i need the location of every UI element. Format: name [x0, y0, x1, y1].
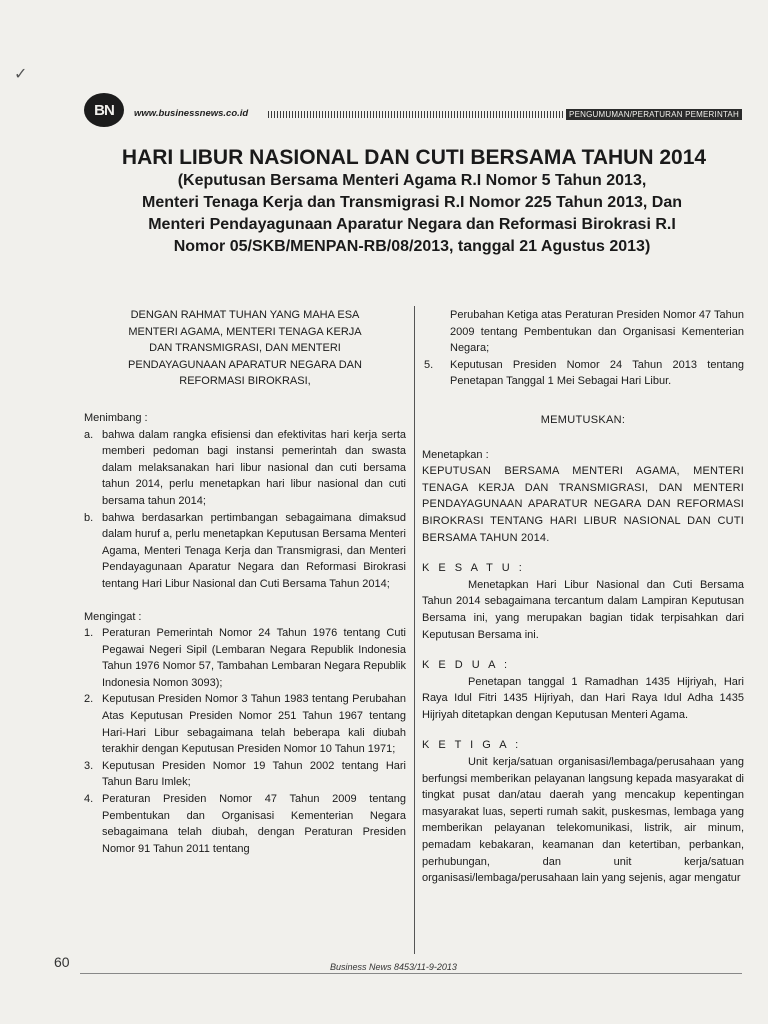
- pen-mark-icon: ✓: [14, 66, 28, 83]
- item-text: Peraturan Presiden Nomor 47 Tahun 2009 tentang Pembentukan dan Organisasi Kementerian Negara sebagaimana telah diubah, dengan Peraturan Presiden Nomor 91 Tahun 2011 tentang: [102, 793, 406, 855]
- website-url: www.businessnews.co.id: [134, 108, 249, 119]
- ketiga-text: Unit kerja/satuan organisasi/lembaga/perusahaan yang berfungsi memberikan pelayanan langsung kepada masyarakat di tingkat pusat dan/atau daerah yang mencakup kepentingan masyarakat luas, seperti rumah sakit, puskesmas, lembaga yang memberikan pelayanan telekomunikasi, listrik, air minum, pemadam kebakaran, keamanan dan ketertiban, perbankan, perhubungan, dan unit kerja/satuan organisasi/lembaga/perusahaan lain yang sejenis, agar mengatur: [422, 756, 744, 885]
- page-title: HARI LIBUR NASIONAL DAN CUTI BERSAMA TAHUN 2014: [121, 146, 707, 169]
- preamble-line: DENGAN RAHMAT TUHAN YANG MAHA ESA: [130, 309, 360, 321]
- section-label: PENGUMUMAN/PERATURAN PEMERINTAH: [566, 109, 742, 120]
- item-number: 4.: [84, 793, 94, 806]
- kesatu-text: Menetapkan Hari Libur Nasional dan Cuti Bersama Tahun 2014 sebagaimana tercantum dalam Lampiran Keputusan Bersama ini, yang merupakan bagian tidak terpisahkan dari Keputusan Bersama ini.: [422, 578, 744, 641]
- item-text: Peraturan Pemerintah Nomor 24 Tahun 1976 tentang Cuti Pegawai Negeri Sipil (Lembaran Negara Republik Indonesia Tahun 1976 Nomor 57, Tambahan Lembaran Negara Republik Indonesia Nomon 3093);: [102, 627, 406, 689]
- mengingat-label: Mengingat :: [84, 610, 142, 623]
- column-divider: [414, 306, 415, 954]
- item-text: bahwa dalam rangka efisiensi dan efektivitas hari kerja serta memberi pedoman bagi instansi pemerintah dan swasta dalam melaksanakan hari libur nasional dan cuti bersama tahun 2014, perlu menetapkan hari libur nasional dan cuti bersama tahun 2014;: [102, 428, 406, 507]
- preamble: [90, 307, 400, 390]
- left-column: [84, 307, 406, 857]
- footer-note: Business News 8453/11-9-2013: [330, 962, 457, 972]
- item-number: a.: [84, 428, 94, 441]
- page-number: 60: [54, 954, 70, 970]
- continued-item-text: Perubahan Ketiga atas Peraturan Presiden Nomor 47 Tahun 2009 tentang Pembentukan dan Organisasi Kementerian Negara;: [450, 309, 744, 355]
- menetapkan-label: Menetapkan :: [422, 448, 489, 461]
- memutuskan-heading: MEMUTUSKAN:: [540, 413, 626, 426]
- item-number: 3.: [84, 759, 94, 772]
- subtitle-line: (Keputusan Bersama Menteri Agama R.I Nomor 5 Tahun 2013,: [177, 172, 647, 189]
- list-item: [84, 758, 406, 791]
- business-news-logo-icon: BN: [84, 93, 124, 127]
- footer-rule: [80, 973, 742, 974]
- menetapkan-text: KEPUTUSAN BERSAMA MENTERI AGAMA, MENTERI TENAGA KERJA DAN TRANSMIGRASI, DAN MENTERI PENDAYAGUNAAN APARATUR NEGARA DAN REFORMASI BIROKRASI TENTANG HARI LIBUR NASIONAL DAN CUTI BERSAMA TAHUN 2014.: [422, 465, 744, 544]
- kesatu-label: K E S A T U :: [422, 562, 525, 575]
- item-number: 1.: [84, 627, 94, 640]
- list-item: [84, 691, 406, 757]
- item-text: Keputusan Presiden Nomor 24 Tahun 2013 tentang Penetapan Tanggal 1 Mei Sebagai Hari Libur.: [450, 358, 744, 388]
- item-number: b.: [84, 511, 94, 524]
- list-item: [84, 510, 406, 593]
- kedua-label: K E D U A :: [422, 659, 511, 672]
- preamble-line: MENTERI AGAMA, MENTERI TENAGA KERJA: [128, 325, 362, 338]
- kedua-text: Penetapan tanggal 1 Ramadhan 1435 Hijriyah, Hari Raya Idul Fitri 1435 Hijriyah, dan Hari Raya Idul Adha 1435 Hijriyah ditetapkan dengan Keputusan Menteri Agama.: [422, 675, 744, 721]
- preamble-line: REFORMASI BIROKRASI,: [179, 375, 311, 388]
- preamble-line: PENDAYAGUNAAN APARATUR NEGARA DAN: [128, 358, 362, 371]
- item-text: Keputusan Presiden Nomor 3 Tahun 1983 tentang Perubahan Atas Keputusan Presiden Nomor 251 Tahun 1967 tentang Hari-Hari Libur sebagaimana telah beberapa kali diubah terakhir dengan Keputusan Presiden Nomor 10 Tahun 1971;: [102, 693, 406, 756]
- ketiga-label: K E T I G A :: [422, 739, 522, 752]
- preamble-line: DAN TRANSMIGRASI, DAN MENTERI: [149, 342, 341, 355]
- subtitle-line: Menteri Pendayagunaan Aparatur Negara dan Reformasi Birokrasi R.I: [148, 216, 676, 233]
- list-item: [422, 357, 744, 390]
- item-text: Keputusan Presiden Nomor 19 Tahun 2002 tentang Hari Tahun Baru Imlek;: [102, 759, 406, 789]
- list-item: [84, 625, 406, 691]
- list-item: [84, 427, 406, 510]
- header-hatch-divider: [268, 111, 564, 118]
- item-number: 2.: [84, 693, 94, 706]
- subtitle-line: Nomor 05/SKB/MENPAN-RB/08/2013, tanggal 21 Agustus 2013): [173, 238, 651, 255]
- item-text: bahwa berdasarkan pertimbangan sebagaimana dimaksud dalam huruf a, perlu menetapkan Keputusan Bersama Menteri Agama, Menteri Tenaga Kerja dan Transmigrasi, dan Menteri Pendayagunaan Aparatur Negara dan Reformasi Birokrasi tentang Hari Libur Nasional dan Cuti Bersama Tahun 2014;: [102, 511, 406, 590]
- subtitle-line: Menteri Tenaga Kerja dan Transmigrasi R.I Nomor 225 Tahun 2013, Dan: [141, 194, 682, 211]
- item-number: 5.: [424, 358, 434, 371]
- right-column: [422, 307, 744, 887]
- menimbang-label: Menimbang :: [84, 411, 148, 424]
- decree-subtitle: [92, 170, 732, 258]
- list-item: [84, 791, 406, 857]
